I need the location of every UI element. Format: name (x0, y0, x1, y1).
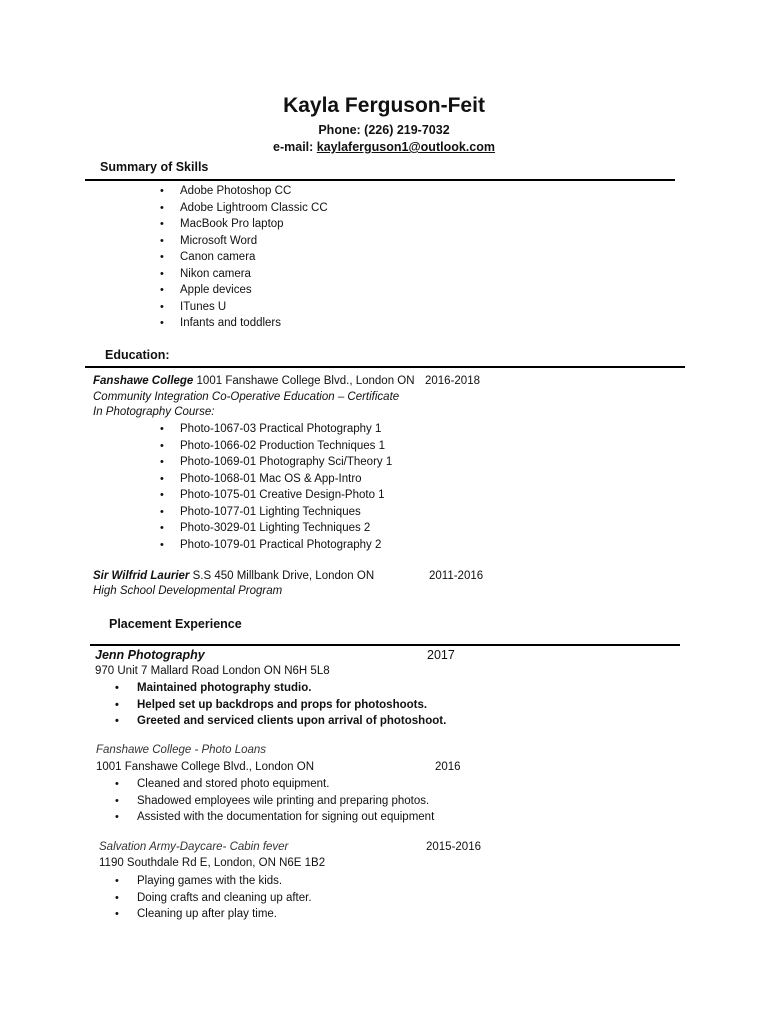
school-address: 1001 Fanshawe College Blvd., London ON (193, 375, 415, 387)
placement-rule (90, 644, 680, 646)
skills-rule (85, 179, 675, 181)
list-item: • Maintained photography studio. (115, 682, 312, 694)
job-title: Jenn Photography (95, 648, 205, 662)
program-name: High School Developmental Program (93, 585, 283, 597)
list-item: • Doing crafts and cleaning up after. (115, 891, 312, 904)
duty-list (115, 680, 446, 730)
job-address: 1190 Southdale Rd E, London, ON N6E 1B2 (99, 857, 326, 869)
list-item: • Photo-1077-01 Lighting Techniques (160, 505, 361, 518)
email-link[interactable]: kaylaferguson1@outlook.com (316, 140, 495, 154)
skills-list (160, 183, 328, 332)
list-item: • Helped set up backdrops and props for photoshoots. (115, 698, 428, 711)
phone-line: Phone: (226) 219-7032 (318, 123, 450, 137)
job-year: 2016 (435, 761, 461, 773)
list-item: • Greeted and serviced clients upon arrival of photoshoot. (115, 715, 447, 727)
skills-heading: Summary of Skills (100, 160, 209, 174)
list-item: • Photo-3029-01 Lighting Techniques 2 (160, 522, 371, 534)
list-item: • Shadowed employees wile printing and preparing photos. (115, 794, 430, 807)
duty-list (115, 776, 434, 826)
list-item: • Photo-1079-01 Practical Photography 2 (160, 538, 382, 551)
school-address: S.S 450 Millbank Drive, London ON (189, 570, 375, 582)
job-address: 970 Unit 7 Mallard Road London ON N6H 5L8 (95, 665, 330, 677)
education-years: 2011-2016 (429, 570, 484, 582)
education-entry-title (93, 570, 374, 582)
email-label: e-mail: (273, 140, 317, 154)
list-item: • Playing games with the kids. (115, 875, 283, 887)
list-item: • Cleaned and stored photo equipment. (115, 778, 330, 790)
education-entry-title (93, 375, 415, 387)
job-title: Fanshawe College - Photo Loans (96, 744, 267, 756)
job-title: Salvation Army-Daycare- Cabin fever (99, 841, 289, 853)
job-address: 1001 Fanshawe College Blvd., London ON (96, 761, 315, 773)
list-item: • Nikon camera (160, 267, 251, 280)
list-item: • Adobe Photoshop CC (160, 185, 292, 197)
program-name-cont: In Photography Course: (93, 406, 215, 418)
list-item: • Infants and toddlers (160, 317, 282, 329)
list-item: • MacBook Pro laptop (160, 218, 284, 230)
list-item: • ITunes U (160, 300, 227, 313)
list-item: • Cleaning up after play time. (115, 908, 277, 920)
resume-name: Kayla Ferguson-Feit (283, 94, 485, 117)
job-year: 2015-2016 (426, 841, 481, 853)
education-heading: Education: (105, 348, 170, 362)
school-name: Sir Wilfrid Laurier (93, 570, 190, 582)
school-name: Fanshawe College (93, 375, 194, 387)
duty-list (115, 873, 312, 923)
list-item: • Photo-1075-01 Creative Design-Photo 1 (160, 489, 385, 501)
program-name: Community Integration Co-Operative Education – Certificate (93, 391, 400, 403)
course-list (160, 421, 392, 553)
list-item: • Photo-1069-01 Photography Sci/Theory 1 (160, 456, 393, 468)
list-item: • Photo-1068-01 Mac OS & App-Intro (160, 472, 362, 485)
education-rule (85, 366, 685, 368)
list-item: • Assisted with the documentation for signing out equipment (115, 811, 435, 823)
email-line (0, 140, 768, 154)
list-item: • Adobe Lightroom Classic CC (160, 201, 328, 214)
placement-heading: Placement Experience (109, 617, 242, 631)
list-item: • Microsoft Word (160, 234, 258, 247)
list-item: • Photo-1067-03 Practical Photography 1 (160, 423, 382, 435)
list-item: • Apple devices (160, 284, 252, 296)
list-item: • Photo-1066-02 Production Techniques 1 (160, 439, 386, 452)
list-item: • Canon camera (160, 251, 256, 263)
education-years: 2016-2018 (425, 375, 480, 387)
job-year: 2017 (427, 648, 455, 662)
